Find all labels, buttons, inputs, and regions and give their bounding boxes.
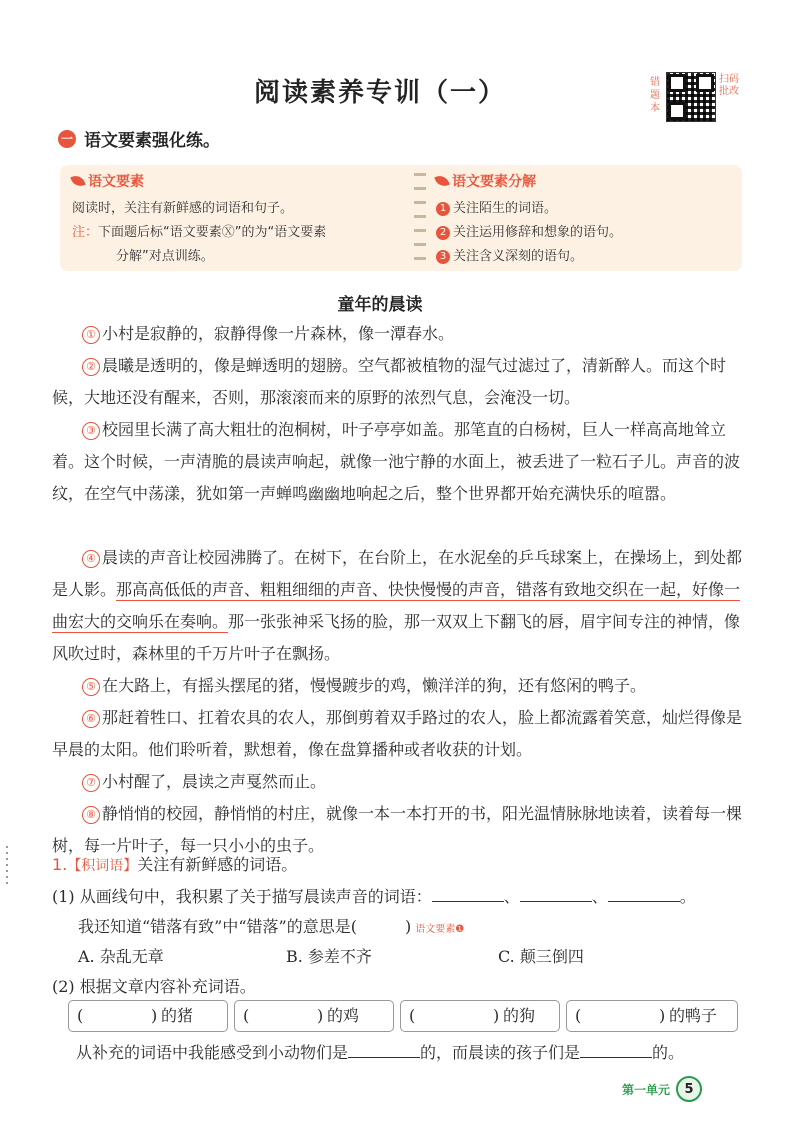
paragraph-text: 静悄悄的校园，静悄悄的村庄，就像一本一本打开的书，阳光温情脉脉地读着，读着每一棵树，每一片叶子，每一只小小的虫子。 [52, 804, 743, 855]
option-b[interactable]: B. 参差不齐 [286, 947, 372, 966]
page-title: 阅读素养专训（一） [253, 78, 506, 108]
fill-label: 的猪 [161, 1006, 194, 1025]
elements-right-column [436, 171, 736, 269]
answer-blank[interactable] [580, 1043, 652, 1058]
paragraph-number: ⑥ [82, 710, 100, 728]
page-number: 5 [676, 1076, 702, 1102]
option-a[interactable]: A. 杂乱无章 [78, 947, 164, 966]
paragraph-5 [52, 670, 748, 702]
paragraph-4 [52, 542, 748, 670]
question-1-2b [76, 1040, 684, 1063]
question-text: 的。 [652, 1043, 685, 1062]
paragraph-number: ④ [82, 550, 100, 568]
question-1 [52, 852, 297, 875]
paragraph-7 [52, 766, 748, 798]
paragraph-2 [52, 350, 748, 414]
element-tag: 语文要素❶ [415, 924, 465, 935]
answer-blank[interactable] [432, 887, 504, 902]
elements-right-title [436, 171, 736, 191]
question-text: 的，而晨读的孩子们是 [420, 1043, 581, 1062]
paragraph-text: 小村是寂静的，寂静得像一片森林，像一潭春水。 [102, 324, 455, 343]
fill-label: 的鸭子 [669, 1006, 718, 1025]
elements-left-line: 阅读时，关注有新鲜感的词语和句子。 [72, 201, 294, 216]
answer-blank[interactable] [348, 1043, 420, 1058]
feather-icon [70, 173, 85, 188]
question-text: 关注有新鲜感的词语。 [137, 855, 298, 874]
option-c[interactable]: C. 颠三倒四 [498, 947, 584, 966]
qr-code-icon[interactable] [666, 72, 716, 122]
elements-note-line-2: 分解”对点训练。 [116, 249, 214, 264]
item-text: 关注含义深刻的语句。 [453, 249, 584, 264]
elements-left-title [72, 171, 407, 191]
item-text: 关注运用修辞和想象的语句。 [453, 225, 623, 240]
paragraph-text: 那一张张神采飞扬的脸，那一双双上下翻飞的唇，眉宇间专注的神情，像风吹过时，森林里的千万片叶子在飘扬。 [52, 612, 741, 663]
elements-box [60, 165, 742, 271]
left-title-text: 语文要素 [88, 174, 144, 190]
paragraph-number: ③ [82, 422, 100, 440]
question-1-1b [78, 914, 464, 937]
elements-left-column [72, 171, 407, 269]
item-number-badge: 1 [436, 202, 450, 216]
paragraph-text: 晨读的声音让校园沸腾了。在树下，在台阶上，在水泥垒的乒乓球案上，在操场上，到处都是人影。 [52, 548, 743, 599]
underlined-sentence: 那高高低低的声音、粗粗细细的声音、快快慢慢的声音，错落有致地交织在一起，好像一曲宏大的交响乐在奏响。 [52, 580, 741, 631]
fill-label: 的狗 [503, 1006, 536, 1025]
item-number-badge: 3 [436, 250, 450, 264]
element-item [436, 197, 736, 221]
paragraph-text: 晨曦是透明的，像是蝉透明的翅膀。空气都被植物的湿气过滤过了，清新醉人。而这个时候，大地还没有醒来，否则，那滚滚而来的原野的浓烈气息，会淹没一切。 [52, 356, 727, 407]
right-title-text: 语文要素分解 [452, 174, 536, 190]
binding-dots-decoration [6, 846, 8, 886]
section-heading-text: 语文要素强化练。 [84, 131, 220, 151]
paragraph-number: ① [82, 326, 100, 344]
paragraph-text: 在大路上，有摇头摆尾的猪，慢慢踱步的鸡，懒洋洋的狗，还有悠闲的鸭子。 [102, 676, 647, 695]
paragraph-3 [52, 414, 748, 510]
paragraph-1 [52, 318, 748, 350]
spiral-binding-decoration [414, 173, 426, 265]
question-text: (1) 从画线句中，我积累了关于描写晨读声音的词语： [52, 887, 432, 906]
note-label: 注： [72, 225, 99, 240]
fill-label: 的鸡 [327, 1006, 360, 1025]
scan-grade-label: 扫码批改 [719, 74, 739, 97]
passage-title: 童年的晨读 [337, 295, 423, 315]
fill-box-duck[interactable]: ( ) 的鸭子 [566, 1000, 738, 1032]
question-1-1: (1) 从画线句中，我积累了关于描写晨读声音的词语： 、 、 。 [52, 887, 696, 906]
unit-label: 第一单元 [622, 1082, 671, 1097]
section-heading [58, 126, 220, 151]
fill-box-dog[interactable]: ( ) 的狗 [400, 1000, 560, 1032]
element-item [436, 245, 736, 269]
fill-box-pig[interactable]: ( ) 的猪 [68, 1000, 228, 1032]
paragraph-text: 校园里长满了高大粗壮的泡桐树，叶子亭亭如盖。那笔直的白杨树，巨人一样高高地耸立着。这个时候，一声清脆的晨读声响起，就像一池宁静的水面上，被丢进了一粒石子儿。声音的波纹，在空气中荡漾，犹如第一声蝉鸣幽幽地响起之后，整个世界都开始充满快乐的喧嚣。 [52, 420, 741, 503]
question-text: 从补充的词语中我能感受到小动物们是 [76, 1043, 349, 1062]
elements-note-line [72, 221, 407, 245]
fill-box-chicken[interactable]: ( ) 的鸡 [234, 1000, 394, 1032]
paragraph-6 [52, 702, 748, 766]
question-1-2: (2) 根据文章内容补充词语。 [52, 977, 256, 996]
feather-icon [434, 173, 449, 188]
question-number: 1. [52, 855, 68, 874]
answer-blank[interactable] [520, 887, 592, 902]
paragraph-number: ② [82, 358, 100, 376]
section-number-badge: 一 [58, 130, 76, 148]
answer-blank[interactable] [608, 887, 680, 902]
paragraph-text: 小村醒了，晨读之声戛然而止。 [102, 772, 327, 791]
mistake-book-label: 错题本 [650, 77, 660, 114]
paragraph-number: ⑧ [82, 806, 100, 824]
item-number-badge: 2 [436, 226, 450, 240]
paragraph-number: ⑦ [82, 774, 100, 792]
paragraph-number: ⑤ [82, 678, 100, 696]
item-text: 关注陌生的词语。 [453, 201, 558, 216]
question-text: 我还知道“错落有致”中“错落”的意思是( ) [78, 917, 412, 936]
page-footer [622, 1076, 702, 1102]
paragraph-text: 那赶着牲口、扛着农具的农人，那倒剪着双手路过的农人，脸上都流露着笑意，灿烂得像是早晨的太阳。他们聆听着，默想着，像在盘算播种或者收获的计划。 [52, 708, 743, 759]
punctuation: 。 [679, 887, 696, 906]
question-tag: 【积词语】 [67, 858, 138, 874]
element-item [436, 221, 736, 245]
note-text: 下面题后标“语文要素Ⓧ”的为“语文要素 [98, 225, 327, 240]
